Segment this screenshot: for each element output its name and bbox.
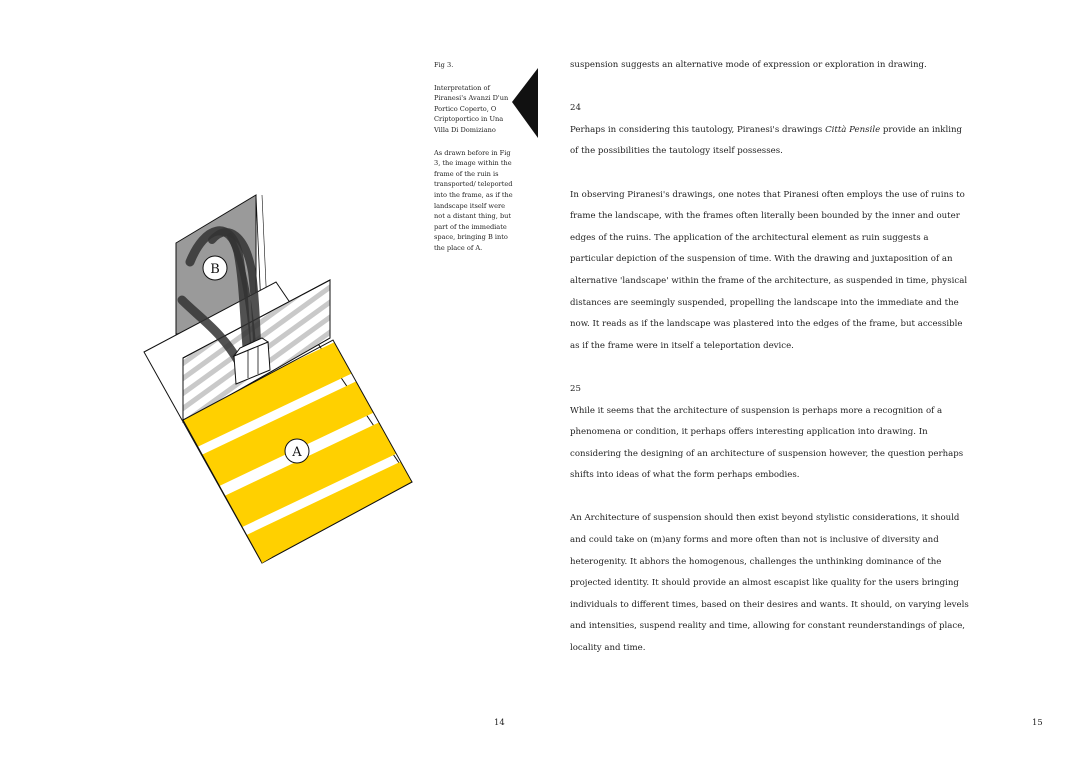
intro-paragraph: suspension suggests an alternative mode of expression or exploration in drawing. [570,60,927,70]
label-a: A [292,445,302,460]
section-25-paragraph-2: An Architecture of suspension should then exist beyond stylistic considerations, it should and could take on (m)any forms and more often than not is inclusive of diversity and heterogenity. It abhors the homogenous, challenges the unthinking dominance of the projected identity. It should provide an almost escapist like quality for the users bringing individuals to different times, based on their desires and wants. It should, on varying levels and intensities, suspend reality and time, allowing for constant reunderstandings of place, locality and time. [570,513,969,654]
page-number-right: 15 [1032,717,1043,727]
section-25-number: 25 [570,383,581,394]
caption-description: As drawn before in Fig 3, the image within the frame of the ruin is transported/ teleported into the frame, as if the landscape itself were not a distant thing, but part of the immediate space, bringing B into the place of A. [434,148,513,252]
text-run: Perhaps in considering this tautology, Piranesi's drawings [570,124,826,135]
figure-caption [434,60,514,266]
caption-title: Interpretation of Piranesi's Avanzi D'un Portico Coperto, O Criptoportico in Una Villa Di Domiziano [434,83,509,134]
body-text [570,55,970,660]
label-b: B [210,262,220,277]
emphasis-citta-pensile: Città Pensile [825,124,881,135]
label-a-marker [285,439,309,463]
text-run: provide an inkling of the possibilities the tautology itself possesses. [570,124,963,157]
figure-illustration [140,190,420,570]
section-24-paragraph-2: In observing Piranesi's drawings, one notes that Piranesi often employs the use of ruins to frame the landscape, with the frames often literally been bounded by the inner and outer edges of the ruins. The application of the architectural element as ruin suggests a particular depiction of the suspension of time. With the drawing and juxtaposition of an alternative 'landscape' within the frame of the architecture, as suspended in time, physical distances are seemingly suspended, propelling the landscape into the immediate and the now. It reads as if the landscape was plastered into the edges of the frame, but accessible as if the frame were in itself a teleportation device. [570,189,968,351]
caption-fig-number: Fig 3. [434,61,454,69]
arrow-marker-icon [510,66,540,140]
label-b-marker [203,256,227,280]
page-number-left: 14 [494,717,505,727]
section-24-paragraph-1 [570,120,970,163]
section-24-number: 24 [570,103,581,114]
section-25-paragraph-1: While it seems that the architecture of suspension is perhaps more a recognition of a phenomena or condition, it perhaps offers interesting application into drawing. In considering the designing of an architecture of suspension however, the question perhaps shifts into ideas of what the form perhaps embodies. [570,405,964,481]
